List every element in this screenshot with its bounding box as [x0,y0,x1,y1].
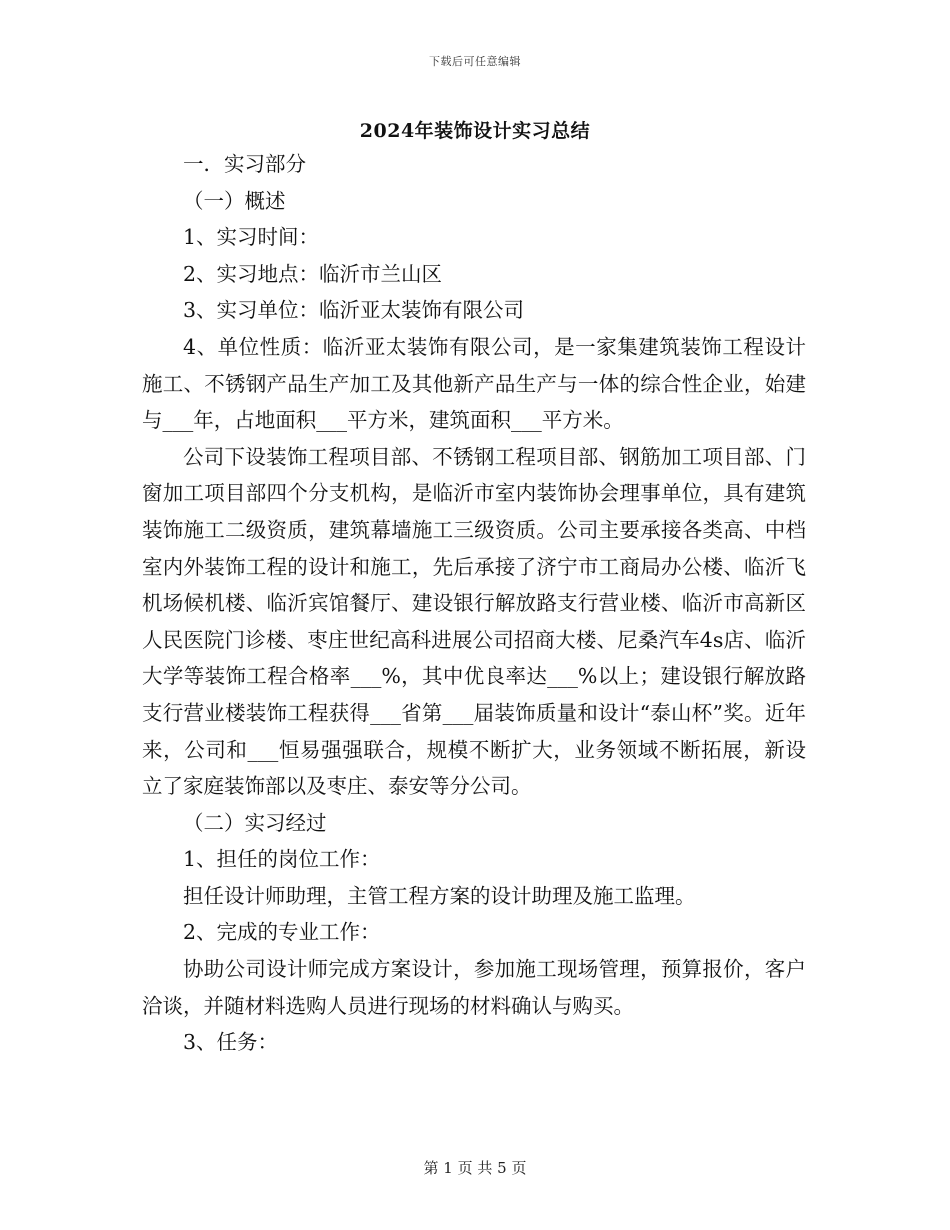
paragraph: 3、实习单位：临沂亚太装饰有限公司 [183,298,525,323]
paragraph: 4、单位性质：临沂亚太装饰有限公司，是一家集建筑装饰工程设计施工、不锈钢产品生产加工及其他新产品生产与一体的综合性企业，始建与___年，占地面积___平方米，建筑面积___平方米。 [142,334,806,433]
paragraph: 担任设计师助理，主管工程方案的设计助理及施工监理。 [183,883,696,908]
paragraph: 2、完成的专业工作： [183,920,381,945]
header-note: 下载后可任意编辑 [429,55,521,68]
paragraph: 1、担任的岗位工作： [183,847,381,872]
paragraph: 1、实习时间： [183,225,320,250]
paragraph: 2、实习地点：临沂市兰山区 [183,261,443,286]
page-footer: 第 1 页 共 5 页 [423,1159,527,1177]
subsection-heading: （二）实习经过 [183,810,327,835]
paragraph: 协助公司设计师完成方案设计，参加施工现场管理，预算报价，客户洽谈，并随材料选购人员进行现场的材料确认与购买。 [142,957,806,1018]
section-heading: 一．实习部分 [183,152,306,176]
paragraph: 公司下设装饰工程项目部、不锈钢工程项目部、钢筋加工项目部、门窗加工项目部四个分支机构，是临沂市室内装饰协会理事单位，具有建筑装饰施工二级资质，建筑幕墙施工三级资质。公司主要承接各类高、中档室内外装饰工程的设计和施工，先后承接了济宁市工商局办公楼、临沂飞机场候机楼、临沂宾馆餐厅、建设银行解放路支行营业楼、临沂市高新区人民医院门诊楼、枣庄世纪高科进展公司招商大楼、尼桑汽车4s店、临沂大学等装饰工程合格率___%，其中优良率达___%以上；建设银行解放路支行营业楼装饰工程获得___省第___届装饰质量和设计“泰山杯”奖。近年来，公司和___恒易强强联合，规模不断扩大，业务领域不断拓展，新设立了家庭装饰部以及枣庄、泰安等分公司。 [142,444,806,799]
subsection-heading: （一）概述 [183,188,286,213]
document-body [142,146,806,1061]
paragraph: 3、任务： [183,1030,279,1055]
document-title: 2024年装饰设计实习总结 [359,120,591,142]
